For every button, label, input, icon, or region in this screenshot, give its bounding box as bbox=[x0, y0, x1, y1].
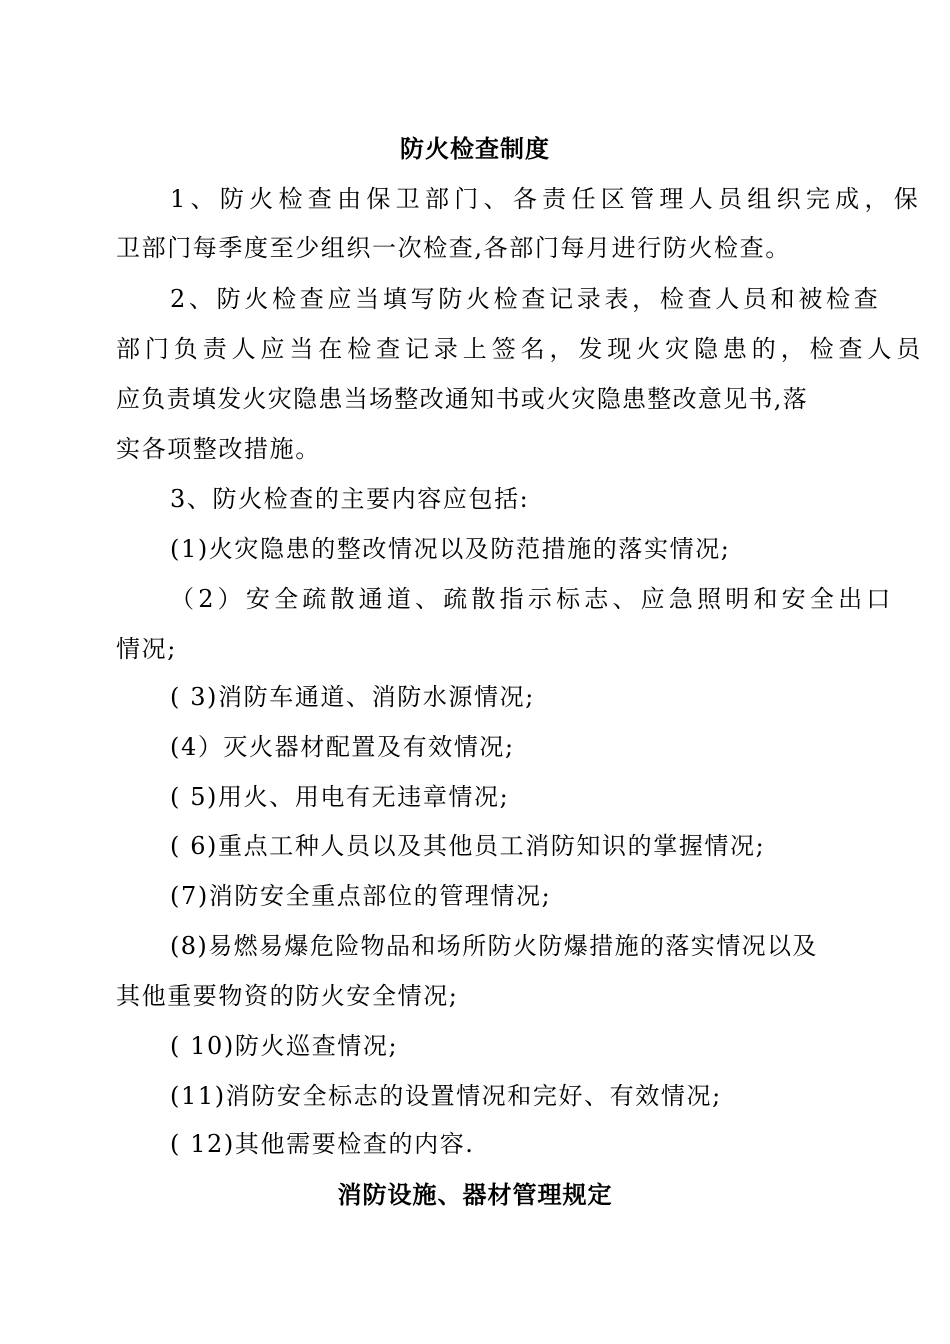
paragraph-3: 3、防火检查的主要内容应包括: bbox=[170, 485, 530, 513]
paragraph-2-line-4: 实各项整改措施。 bbox=[116, 435, 321, 463]
list-item-8-line-2: 其他重要物资的防火安全情况; bbox=[116, 982, 459, 1010]
section-title: 消防设施、器材管理规定 bbox=[337, 1181, 613, 1209]
paragraph-2-line-2: 部门负责人应当在检查记录上签名，发现火灾隐患的，检查人员 bbox=[116, 335, 926, 363]
list-item-5: ( 5)用火、用电有无违章情况; bbox=[170, 783, 510, 811]
list-item-6: ( 6)重点工种人员以及其他员工消防知识的掌握情况; bbox=[170, 832, 766, 860]
list-item-11: (11)消防安全标志的设置情况和完好、有效情况; bbox=[170, 1082, 722, 1110]
list-item-3: ( 3)消防车通道、消防水源情况; bbox=[170, 683, 535, 711]
list-item-8-line-1: (8)易燃易爆危险物品和场所防火防爆措施的落实情况以及 bbox=[170, 932, 818, 960]
list-item-4: (4）灭火器材配置及有效情况; bbox=[170, 733, 515, 761]
list-item-1: (1)火灾隐患的整改情况以及防范措施的落实情况; bbox=[170, 535, 731, 563]
paragraph-2-line-3: 应负责填发火灾隐患当场整改通知书或火灾隐患整改意见书,落 bbox=[116, 385, 809, 413]
page-title: 防火检查制度 bbox=[400, 135, 550, 163]
list-item-2-line-2: 情况; bbox=[116, 635, 177, 663]
paragraph-2-line-1: 2、防火检查应当填写防火检查记录表，检查人员和被检查 bbox=[170, 285, 882, 313]
list-item-7: (7)消防安全重点部位的管理情况; bbox=[170, 882, 552, 910]
paragraph-1-line-2: 卫部门每季度至少组织一次检查,各部门每月进行防火检查。 bbox=[116, 234, 791, 262]
list-item-12: ( 12)其他需要检查的内容. bbox=[170, 1130, 475, 1158]
list-item-10: ( 10)防火巡查情况; bbox=[170, 1032, 399, 1060]
paragraph-1-line-1: 1、防火检查由保卫部门、各责任区管理人员组织完成，保 bbox=[170, 185, 924, 213]
list-item-2-line-1: （2）安全疏散通道、疏散指示标志、应急照明和安全出口 bbox=[170, 585, 895, 613]
